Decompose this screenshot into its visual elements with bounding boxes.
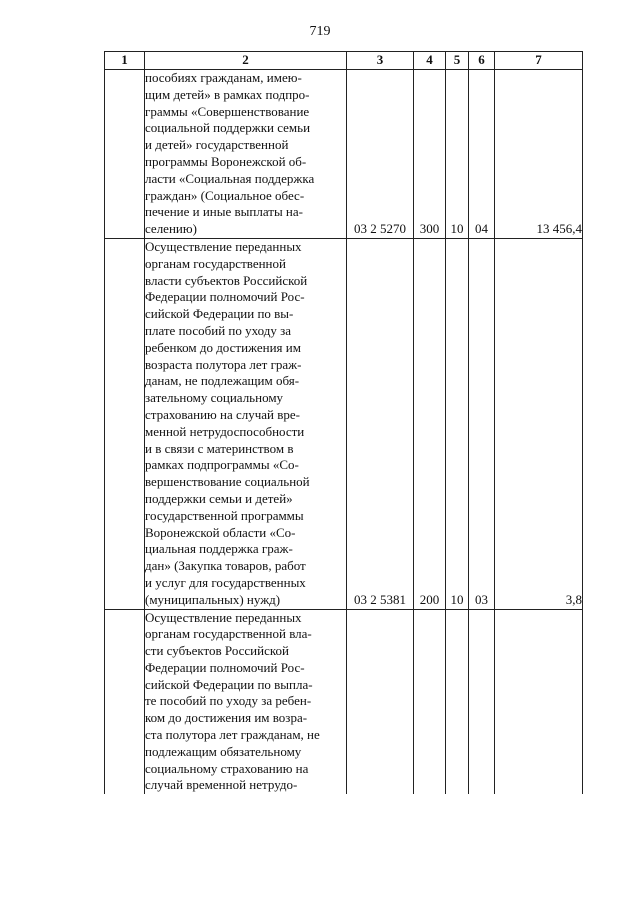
amount-cell bbox=[495, 609, 583, 794]
description-line: поддержки семьи и детей» bbox=[145, 490, 293, 506]
section-cell: 10 bbox=[446, 238, 469, 609]
header-col-3: 3 bbox=[347, 52, 414, 70]
description-line: рамках подпрограммы «Со- bbox=[145, 457, 299, 473]
header-col-6: 6 bbox=[469, 52, 495, 70]
description-line: государственной программы bbox=[145, 507, 304, 523]
description-line: плате пособий по уходу за bbox=[145, 322, 292, 338]
description-line: зательному социальному bbox=[145, 390, 284, 406]
table-header-row bbox=[105, 52, 583, 70]
description-line: Осуществление переданных bbox=[145, 238, 302, 254]
description-line: граммы «Совершенствование bbox=[145, 103, 310, 119]
description-line: социальному страхованию на bbox=[145, 760, 309, 776]
description-line: сийской Федерации по выпла- bbox=[145, 676, 313, 692]
description-line: менной нетрудоспособности bbox=[145, 423, 305, 439]
description-line: и услуг для государственных bbox=[145, 574, 306, 590]
description-line: данам, не подлежащим обя- bbox=[145, 373, 300, 389]
expense-type-cell: 200 bbox=[414, 238, 446, 609]
description-line: циальная поддержка граж- bbox=[145, 541, 293, 557]
description-line: случай временной нетрудо- bbox=[145, 777, 298, 793]
page-number: 719 bbox=[309, 24, 331, 39]
description-line: власти субъектов Российской bbox=[145, 272, 308, 288]
description-cell bbox=[145, 609, 347, 794]
description-line: подлежащим обязательному bbox=[145, 743, 302, 759]
description-line: и в связи с материнством в bbox=[145, 440, 294, 456]
amount-cell: 3,8 bbox=[495, 238, 583, 609]
description-line: Федерации полномочий Рос- bbox=[145, 289, 305, 305]
description-line: (муниципальных) нужд) bbox=[145, 591, 281, 607]
description-line: вершенствование социальной bbox=[145, 474, 310, 490]
budget-table bbox=[104, 51, 583, 794]
description-line: граждан» (Социальное обес- bbox=[145, 187, 305, 203]
description-line: Воронежской области «Со- bbox=[145, 524, 296, 540]
header-col-4: 4 bbox=[414, 52, 446, 70]
description-line: пособиях гражданам, имею- bbox=[145, 70, 302, 85]
description-line: Федерации полномочий Рос- bbox=[145, 659, 305, 675]
description-line: возраста полутора лет граж- bbox=[145, 356, 302, 372]
description-line: и детей» государственной bbox=[145, 137, 289, 153]
table-row bbox=[105, 70, 583, 239]
subsection-cell: 04 bbox=[469, 70, 495, 239]
description-line: социальной поддержки семьи bbox=[145, 120, 311, 136]
description-line: Осуществление переданных bbox=[145, 609, 302, 625]
description-line: страхованию на случай вре- bbox=[145, 406, 300, 422]
description-line: сийской Федерации по вы- bbox=[145, 306, 294, 322]
description-line: ребенком до достижения им bbox=[145, 339, 301, 355]
description-line: ком до достижения им возра- bbox=[145, 710, 308, 726]
description-cell bbox=[145, 70, 347, 239]
description-line: органам государственной bbox=[145, 255, 286, 271]
description-line: печение и иные выплаты на- bbox=[145, 204, 303, 220]
table-row bbox=[105, 609, 583, 794]
description-line: ста полутора лет гражданам, не bbox=[145, 727, 320, 743]
description-line: селению) bbox=[145, 221, 197, 237]
expense-type-cell: 300 bbox=[414, 70, 446, 239]
subsection-cell bbox=[469, 609, 495, 794]
description-line: ласти «Социальная поддержка bbox=[145, 170, 315, 186]
description-cell bbox=[145, 238, 347, 609]
description-line: дан» (Закупка товаров, работ bbox=[145, 558, 306, 574]
subsection-cell: 03 bbox=[469, 238, 495, 609]
target-code-cell bbox=[347, 609, 414, 794]
table-row bbox=[105, 238, 583, 609]
target-code-cell: 03 2 5270 bbox=[347, 70, 414, 239]
description-line: щим детей» в рамках подпро- bbox=[145, 86, 310, 102]
expense-type-cell bbox=[414, 609, 446, 794]
section-cell: 10 bbox=[446, 70, 469, 239]
description-line: сти субъектов Российской bbox=[145, 643, 289, 659]
description-line: органам государственной вла- bbox=[145, 626, 312, 642]
header-col-1: 1 bbox=[105, 52, 145, 70]
row-number-cell bbox=[105, 609, 145, 794]
section-cell bbox=[446, 609, 469, 794]
header-col-5: 5 bbox=[446, 52, 469, 70]
row-number-cell bbox=[105, 70, 145, 239]
target-code-cell: 03 2 5381 bbox=[347, 238, 414, 609]
description-line: программы Воронежской об- bbox=[145, 153, 307, 169]
description-line: те пособий по уходу за ребен- bbox=[145, 693, 312, 709]
row-number-cell bbox=[105, 238, 145, 609]
amount-cell: 13 456,4 bbox=[495, 70, 583, 239]
header-col-2: 2 bbox=[145, 52, 347, 70]
header-col-7: 7 bbox=[495, 52, 583, 70]
